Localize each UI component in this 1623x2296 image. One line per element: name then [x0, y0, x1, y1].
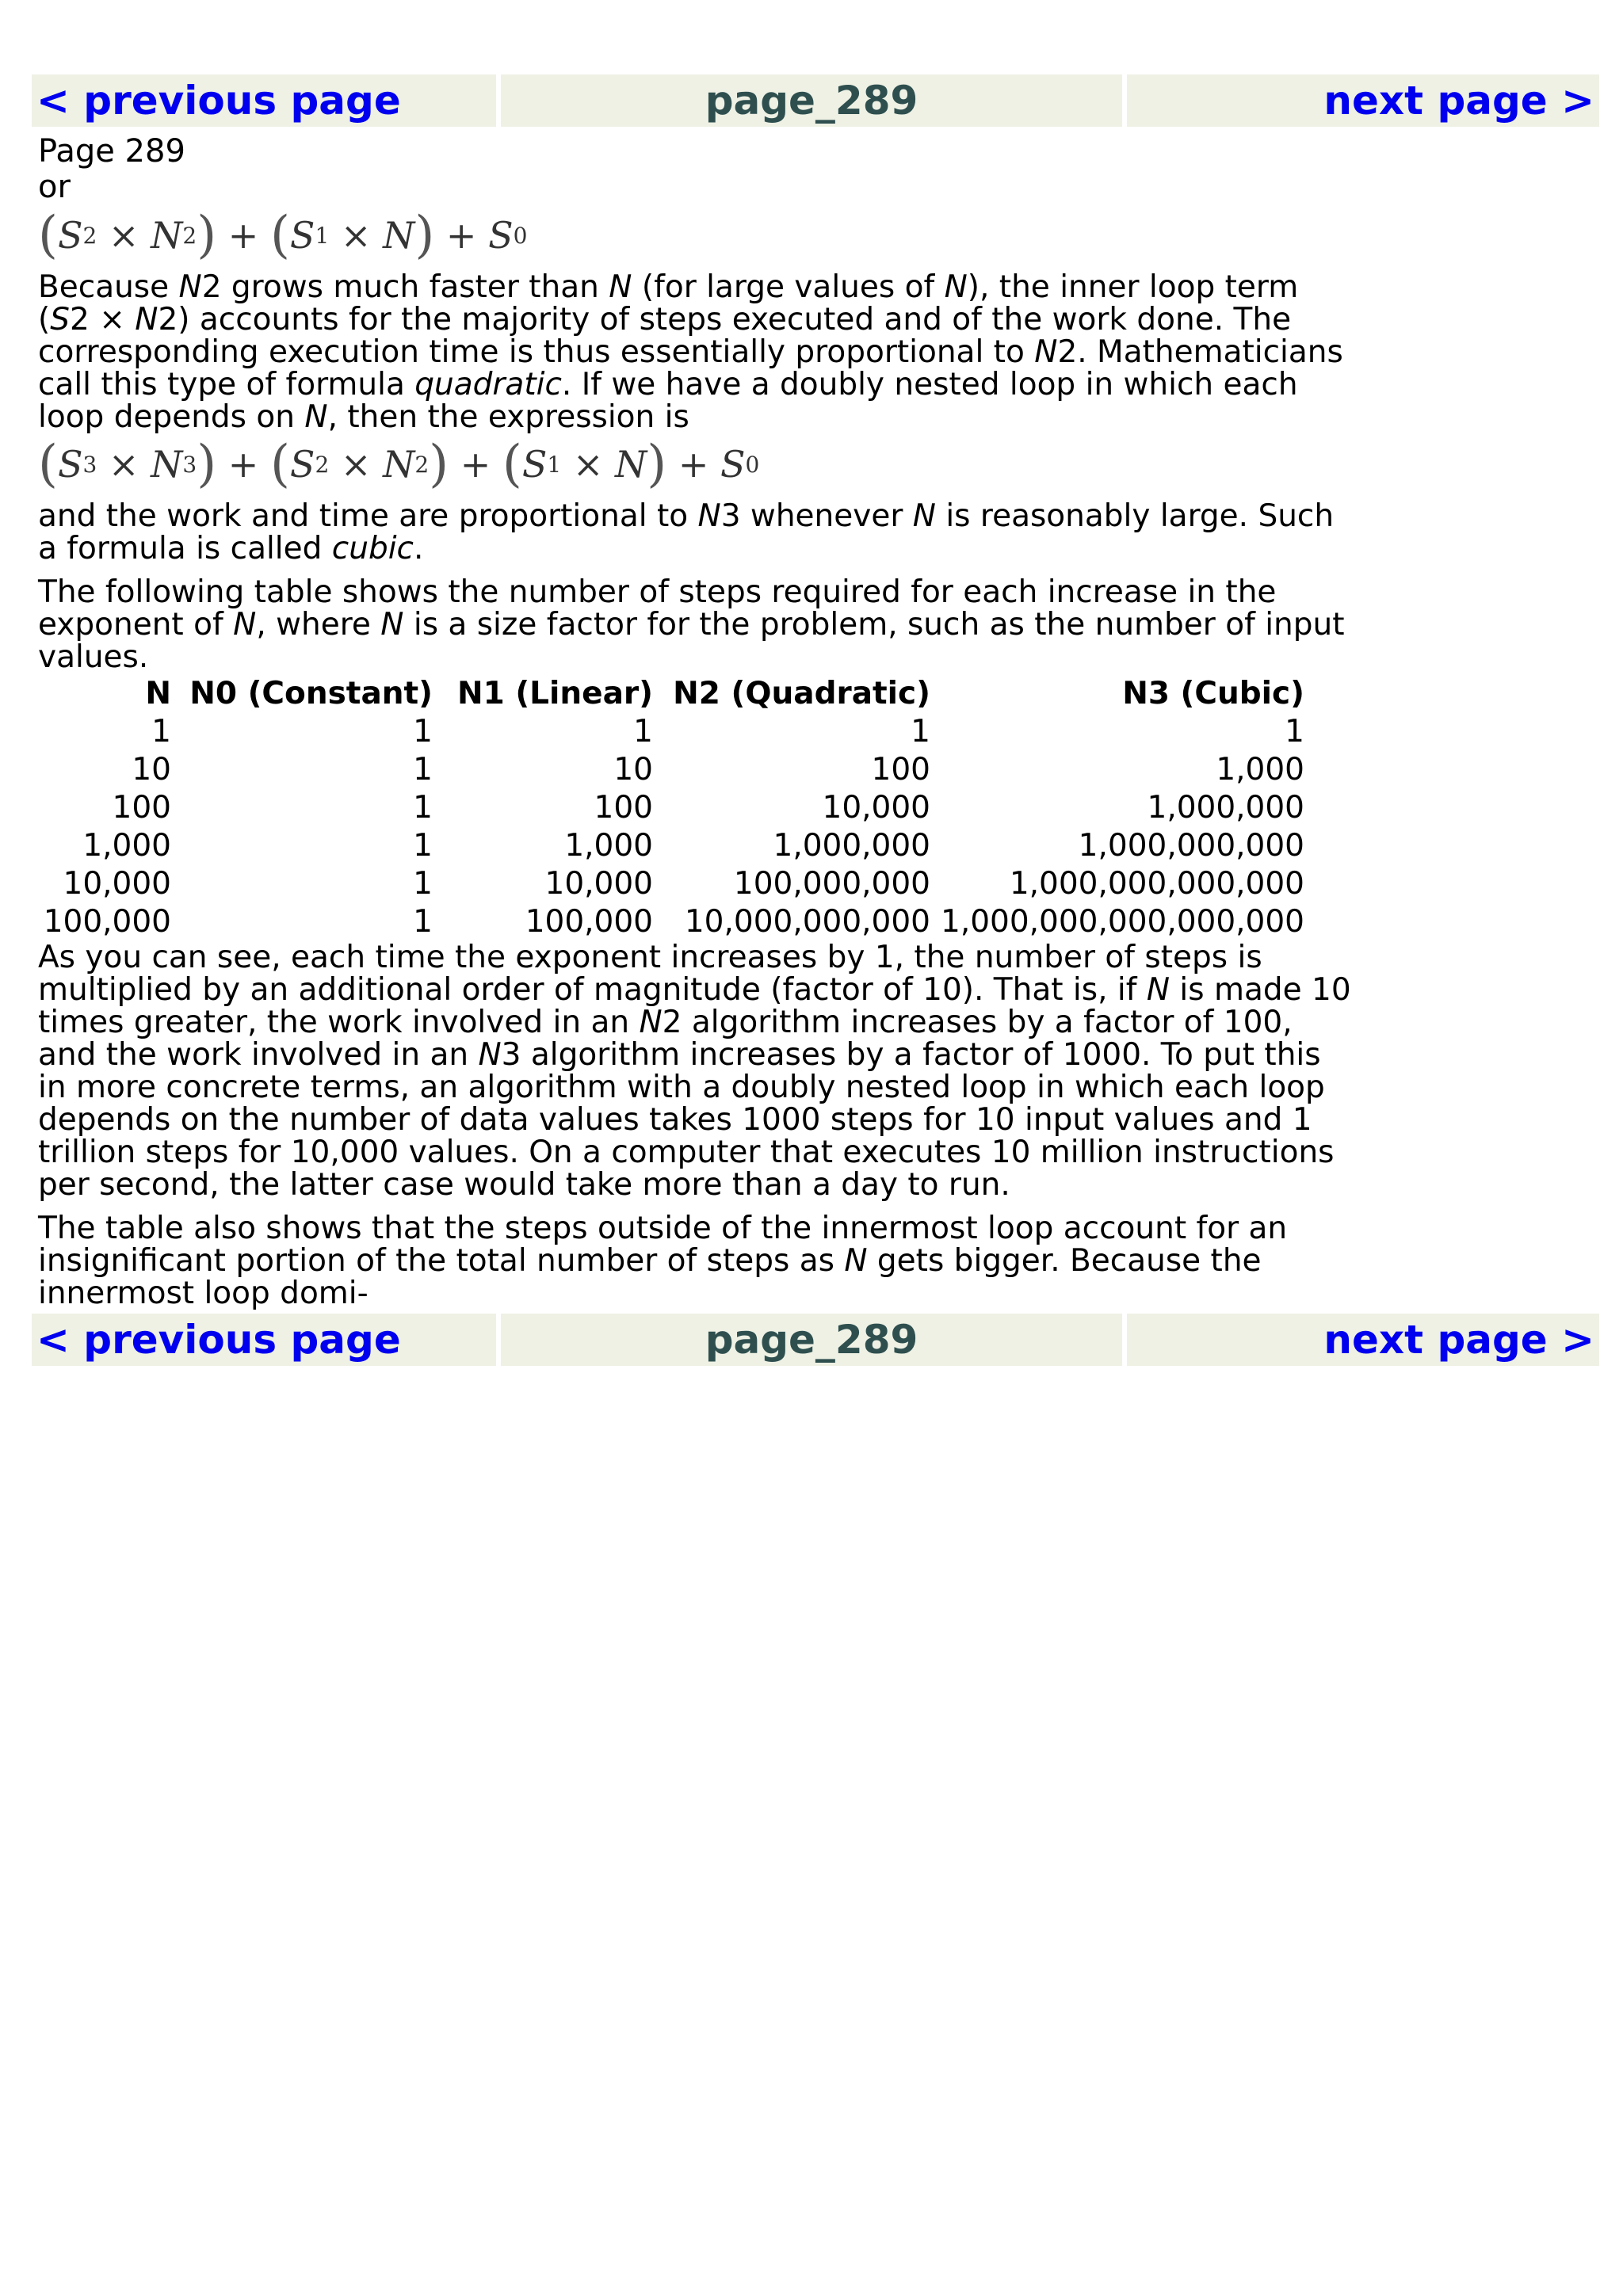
table-cell: 10: [132, 752, 171, 788]
page-content: [38, 133, 1354, 1310]
table-cell: 100: [112, 790, 171, 826]
table-cell: 100,000: [43, 904, 171, 940]
table-cell: 1: [911, 714, 930, 749]
page-label: Page 289: [38, 133, 185, 170]
table-cell: 1: [413, 866, 433, 902]
paragraph-table-intro: The following table shows the number of steps required for each increase in the exponent of N, where N is a size factor for the problem, such as the number of input values.: [38, 574, 1345, 675]
table-row: [38, 713, 1304, 751]
table-cell: 100: [594, 790, 653, 826]
table-header: N2 (Quadratic): [673, 676, 930, 711]
formula-quadratic: ( S 2 × N 2 ) + ( S 1 × N ) + S 0: [38, 206, 528, 265]
table-cell: 10,000: [822, 790, 930, 826]
table-cell: 1: [413, 752, 433, 788]
table-row: [38, 865, 1304, 903]
table-cell: 10,000: [63, 866, 171, 902]
previous-page-link[interactable]: < previous page: [36, 78, 401, 124]
table-cell: 1: [151, 714, 171, 749]
table-cell: 100,000: [525, 904, 653, 940]
table-cell: 1,000: [564, 828, 653, 864]
previous-page-link[interactable]: < previous page: [36, 1317, 401, 1363]
formula-cubic: ( S 3 × N 3 ) + ( S 2 × N 2 ) + ( S 1 × N ) + S 0: [38, 435, 760, 494]
table-row: [38, 903, 1304, 941]
paragraph-quadratic: Because N2 grows much faster than N (for large values of N), the inner loop term (S2 × N2) accounts for the majority of steps executed and of the work done. The corresponding execution time is thus essentially proportional to N2. Mathematicians call this type of formula quadratic. If we have a doubly nested loop in which each loop depends on N, then the expression is: [38, 269, 1343, 435]
table-row: [38, 789, 1304, 827]
table-cell: 10: [613, 752, 653, 788]
prev-cell: [32, 1314, 496, 1366]
or-text: or: [38, 169, 71, 205]
table-cell: 1,000,000,000: [1078, 828, 1304, 864]
bottom-nav-bar: [32, 1314, 1599, 1366]
paragraph-cubic: and the work and time are proportional to N3 whenever N is reasonably large. Such a formula is called cubic.: [38, 498, 1335, 566]
table-cell: 1,000: [82, 828, 171, 864]
table-header: N1 (Linear): [457, 676, 653, 711]
paragraph-innermost-loop: The table also shows that the steps outside of the innermost loop account for an insignificant portion of the total number of steps as N gets bigger. Because the innermost loop domi-: [38, 1211, 1288, 1311]
table-cell: 1: [413, 790, 433, 826]
table-row: [38, 827, 1304, 865]
table-cell: 1,000: [1216, 752, 1304, 788]
steps-table: [38, 675, 1304, 941]
table-cell: 100,000,000: [733, 866, 930, 902]
next-cell: [1127, 74, 1599, 127]
top-nav-bar: [32, 74, 1599, 127]
table-header-row: [38, 675, 1304, 713]
paragraph-magnitude: As you can see, each time the exponent increases by 1, the number of steps is multiplied by an additional order of magnitude (factor of 10). That is, if N is made 10 times greater, the work involved in an N2 algorithm increases by a factor of 100, and the work involved in an N3 algorithm increases by a factor of 1000. To put this in more concrete terms, an algorithm with a doubly nested loop in which each loop depends on the number of data values takes 1000 steps for 10 input values and 1 trillion steps for 10,000 values. On a computer that executes 10 million instructions per second, the latter case would take more than a day to run.: [38, 940, 1351, 1203]
table-header: N0 (Constant): [189, 676, 433, 711]
table-header: N3 (Cubic): [1122, 676, 1304, 711]
table-cell: 10,000: [544, 866, 653, 902]
table-cell: 1,000,000,000,000: [1009, 866, 1304, 902]
next-page-link[interactable]: next page >: [1323, 78, 1594, 124]
table-cell: 10,000,000,000: [684, 904, 930, 940]
next-cell: [1127, 1314, 1599, 1366]
table-cell: 1: [413, 904, 433, 940]
table-cell: 1: [413, 828, 433, 864]
table-cell: 1: [413, 714, 433, 749]
page-id: page_289: [501, 74, 1122, 127]
table-cell: 100: [871, 752, 930, 788]
table-cell: 1,000,000: [773, 828, 930, 864]
table-cell: 1: [1285, 714, 1304, 749]
page-id: page_289: [501, 1314, 1122, 1366]
prev-cell: [32, 74, 496, 127]
table-row: [38, 751, 1304, 789]
table-header: N: [145, 676, 171, 711]
table-cell: 1,000,000,000,000,000: [941, 904, 1304, 940]
table-cell: 1,000,000: [1147, 790, 1304, 826]
next-page-link[interactable]: next page >: [1323, 1317, 1594, 1363]
table-cell: 1: [633, 714, 653, 749]
